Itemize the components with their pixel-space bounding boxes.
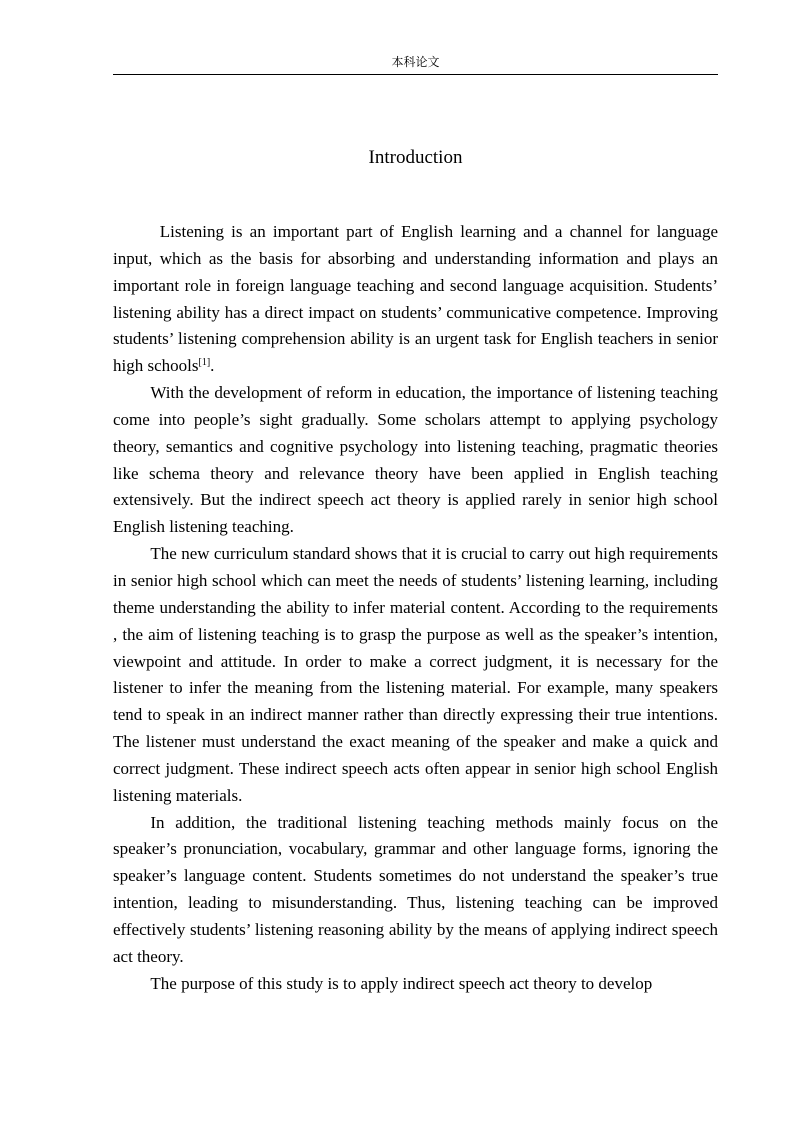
paragraph-5: The purpose of this study is to apply indirect speech act theory to develop [150,973,653,993]
body-text [113,219,718,997]
paragraph-4: In addition, the traditional listening teaching methods mainly focus on the speaker’s pronunciation, vocabulary, grammar and other language forms, ignoring the speaker’s language content. Students sometimes do not understand the speaker’s true intention, leading to misunderstanding. Thus, listening teaching can be improved effectively students’ listening reasoning ability by the means of applying indirect speech act theory. [113,812,718,966]
paragraph-1-text: Listening is an important part of English learning and a channel for language input, which as the basis for absorbing and understanding information and plays an important role in foreign language teaching and second language acquisition. Students’ listening ability has a direct impact on students’ communicative competence. Improving students’ listening comprehension ability is an urgent task for English teachers in senior high schools [113,222,718,376]
section-title: Introduction [368,147,463,168]
citation-1: [1] [198,357,211,369]
paragraph-1 [113,219,718,380]
running-header: 本科论文 [391,55,440,69]
paragraph-1-end: . [210,356,215,376]
header-rule [113,74,718,75]
paragraph-2: With the development of reform in education, the importance of listening teaching come into people’s sight gradually. Some scholars attempt to applying psychology theory, semantics and cognitive psychology into listening teaching, pragmatic theories like schema theory and relevance theory have been applied in English teaching extensively. But the indirect speech act theory is applied rarely in senior high school English listening teaching. [113,383,718,537]
paragraph-3: The new curriculum standard shows that it is crucial to carry out high requirements in senior high school which can meet the needs of students’ listening learning, including theme understanding the ability to infer material content. According to the requirements , the aim of listening teaching is to grasp the purpose as well as the speaker’s intention, viewpoint and attitude. In order to make a correct judgment, it is necessary for the listener to infer the meaning from the listening material. For example, many speakers tend to speak in an indirect manner rather than directly expressing their true intentions. The listener must understand the exact meaning of the speaker and make a quick and correct judgment. These indirect speech acts often appear in senior high school English listening materials. [113,544,718,805]
